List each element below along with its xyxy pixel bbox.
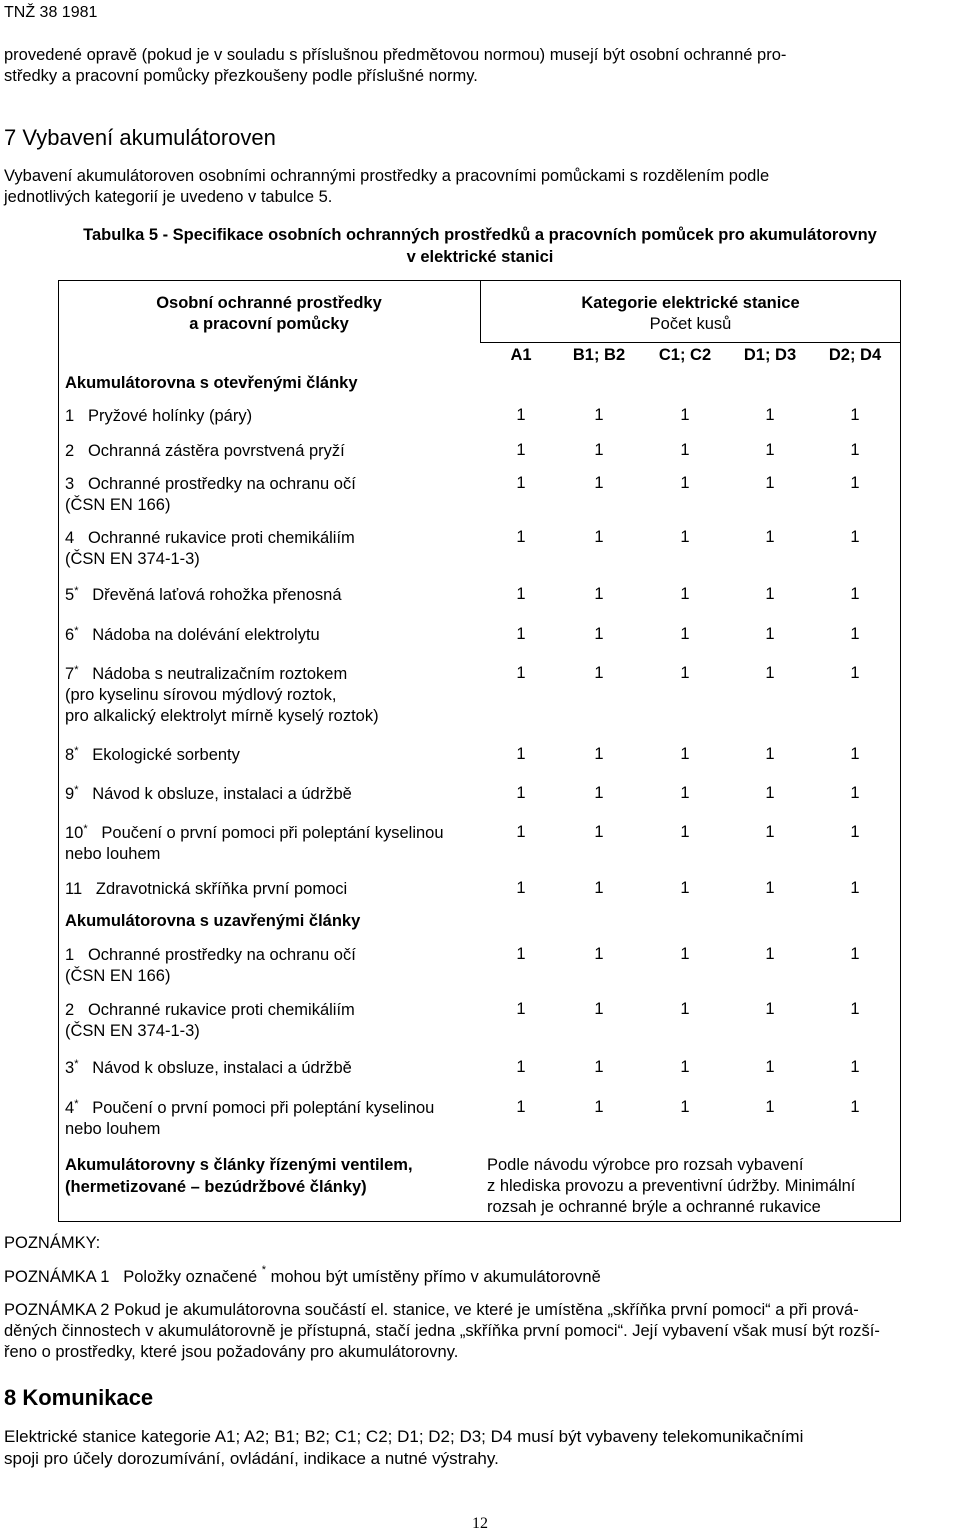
- table-cell-value: 1: [680, 745, 690, 763]
- row-label-line: [65, 784, 352, 805]
- row-number: 9: [65, 785, 75, 803]
- table-cell-value: 1: [850, 474, 860, 492]
- row-number: 2: [65, 442, 75, 460]
- table-cell-value: 1: [516, 784, 526, 802]
- table-cell-value: 1: [516, 745, 526, 763]
- row-text: Návod k obsluze, instalaci a údržbě: [92, 1059, 352, 1077]
- row-star: *: [74, 664, 79, 676]
- category-column-header: B1; B2: [572, 346, 626, 364]
- section-open-cells: Akumulátorovna s otevřenými články: [65, 374, 358, 392]
- row-label-line: [65, 1098, 434, 1119]
- table-row-label: [65, 879, 347, 900]
- table-cell-value: 1: [765, 823, 775, 841]
- table-cell-value: 1: [594, 1000, 604, 1018]
- table-cell-value: 1: [680, 784, 690, 802]
- table-cell-value: 1: [850, 664, 860, 682]
- section-7-line: jednotlivých kategorií je uvedeno v tabulce 5.: [4, 188, 333, 206]
- table-cell-value: 1: [516, 474, 526, 492]
- right-header-line: Kategorie elektrické stanice: [581, 294, 800, 312]
- table-cell-value: 1: [594, 1058, 604, 1076]
- row-number: 11: [65, 880, 83, 898]
- table-cell-value: 1: [516, 528, 526, 546]
- section-vrla: [65, 1154, 413, 1198]
- row-label-line: [65, 1058, 352, 1079]
- table-cell-value: 1: [850, 441, 860, 459]
- table-cell-value: 1: [765, 441, 775, 459]
- table-row-label: [65, 441, 345, 462]
- row-text: Ochranné prostředky na ochranu očí: [87, 475, 356, 493]
- table-cell-value: 1: [594, 406, 604, 424]
- note-1-label: POZNÁMKA 1: [4, 1268, 110, 1286]
- row-label-line: [65, 495, 356, 516]
- row-star: *: [74, 625, 79, 637]
- table-cell-value: 1: [594, 474, 604, 492]
- section-8-line: spoji pro účely dorozumívání, ovládání, indikace a nutné výstrahy.: [4, 1449, 499, 1468]
- table-cell-value: 1: [765, 406, 775, 424]
- row-label-line: [65, 945, 356, 966]
- vrla-note: [487, 1155, 855, 1218]
- row-text: Ochranné prostředky na ochranu očí: [87, 946, 356, 964]
- row-label-line: [65, 1021, 355, 1042]
- table-row-label: [65, 945, 356, 987]
- table-cell-value: 1: [850, 945, 860, 963]
- table-cell-value: 1: [850, 625, 860, 643]
- table-row-label: [65, 585, 342, 606]
- row-text: Poučení o první pomoci při poleptání kyselinou: [101, 824, 444, 842]
- row-text: Nádoba s neutralizačním roztokem: [92, 665, 348, 683]
- table-cell-value: 1: [765, 1058, 775, 1076]
- table-row-label: [65, 784, 352, 805]
- table-row-label: [65, 1000, 355, 1042]
- table-row-label: [65, 474, 356, 516]
- table-cell-value: 1: [680, 823, 690, 841]
- page-number: 12: [472, 1515, 488, 1532]
- row-label-line: [65, 844, 444, 865]
- table-cell-value: 1: [680, 528, 690, 546]
- row-label-line: [65, 625, 320, 646]
- table-cell-value: 1: [594, 945, 604, 963]
- note-2-line: POZNÁMKA 2 Pokud je akumulátorovna součástí el. stanice, ve které je umístěna „skříňka první pomoci“ a při prová-: [4, 1301, 859, 1319]
- row-text: nebo louhem: [65, 1120, 161, 1138]
- table-cell-value: 1: [516, 879, 526, 897]
- row-number: 7: [65, 665, 75, 683]
- row-text: (ČSN EN 374-1-3): [65, 550, 200, 568]
- table-cell-value: 1: [850, 879, 860, 897]
- table-cell-value: 1: [680, 879, 690, 897]
- table-cell-value: 1: [516, 441, 526, 459]
- table-cell-value: 1: [765, 625, 775, 643]
- table-cell-value: 1: [516, 664, 526, 682]
- intro-paragraph: [4, 45, 956, 87]
- row-number: 1: [65, 946, 75, 964]
- row-star: *: [74, 745, 79, 757]
- table-cell-value: 1: [516, 406, 526, 424]
- section-7-line: Vybavení akumulátoroven osobními ochrannými prostředky a pracovními pomůckami s rozdělením podle: [4, 167, 770, 185]
- table-cell-value: 1: [594, 441, 604, 459]
- row-text: (ČSN EN 166): [65, 967, 171, 985]
- row-number: 3: [65, 1059, 75, 1077]
- row-number: 4: [65, 1099, 75, 1117]
- table-cell-value: 1: [850, 1000, 860, 1018]
- table-cell-value: 1: [680, 406, 690, 424]
- row-label-line: [65, 1119, 434, 1140]
- category-column-header: C1; C2: [658, 346, 712, 364]
- row-text: Ekologické sorbenty: [92, 746, 240, 764]
- table-cell-value: 1: [594, 823, 604, 841]
- table-row-label: [65, 625, 320, 646]
- row-text: (ČSN EN 166): [65, 496, 171, 514]
- left-header-line: a pracovní pomůcky: [189, 315, 349, 333]
- table-cell-value: 1: [850, 585, 860, 603]
- row-text: Dřevěná laťová rohožka přenosná: [92, 586, 342, 604]
- table-cell-value: 1: [680, 625, 690, 643]
- table-row-label: [65, 528, 355, 570]
- table-cell-value: 1: [516, 585, 526, 603]
- table-cell-value: 1: [594, 585, 604, 603]
- row-number: 8: [65, 746, 75, 764]
- row-text: Poučení o první pomoci při poleptání kyselinou: [92, 1099, 435, 1117]
- section-7-paragraph: [4, 166, 956, 208]
- row-label-line: [65, 745, 240, 766]
- row-text: Ochranné rukavice proti chemikáliím: [87, 1001, 355, 1019]
- table-cell-value: 1: [850, 1098, 860, 1116]
- section-8-paragraph: [4, 1426, 956, 1470]
- row-number: 1: [65, 407, 75, 425]
- row-text: Ochranná zástěra povrstvená pryží: [87, 442, 345, 460]
- category-column-header: D2; D4: [828, 346, 882, 364]
- row-label-line: [65, 474, 356, 495]
- row-label-line: [65, 406, 252, 427]
- vrla-note-line: z hlediska provozu a preventivní údržby. Minimální: [487, 1177, 856, 1195]
- section-8-title: 8 Komunikace: [4, 1385, 154, 1410]
- category-column-header: D1; D3: [743, 346, 797, 364]
- intro-line: středky a pracovní pomůcky přezkoušeny podle příslušné normy.: [4, 67, 478, 85]
- section-vrla-line: Akumulátorovny s články řízenými ventilem,: [65, 1156, 413, 1174]
- table-cell-value: 1: [516, 1098, 526, 1116]
- vrla-note-line: Podle návodu výrobce pro rozsah vybavení: [487, 1156, 804, 1174]
- table-cell-value: 1: [680, 1058, 690, 1076]
- row-star: *: [74, 1058, 79, 1070]
- table-cell-value: 1: [594, 879, 604, 897]
- notes-heading: POZNÁMKY:: [4, 1234, 101, 1252]
- note-1-text-a: Položky označené: [123, 1268, 258, 1286]
- table-cell-value: 1: [850, 784, 860, 802]
- table-cell-value: 1: [680, 441, 690, 459]
- table-cell-value: 1: [765, 585, 775, 603]
- row-label-line: [65, 441, 345, 462]
- table-cell-value: 1: [765, 664, 775, 682]
- note-2: [4, 1300, 956, 1363]
- left-column-header: [58, 293, 480, 335]
- table-cell-value: 1: [594, 745, 604, 763]
- row-number: 5: [65, 586, 75, 604]
- vrla-note-line: rozsah je ochranné brýle a ochranné rukavice: [487, 1198, 821, 1216]
- row-star: *: [74, 1098, 79, 1110]
- table-cell-value: 1: [594, 784, 604, 802]
- note-2-line: děných činnostech v akumulátorovně je přístupná, stačí jedna „skříňka první pomoci“. Její vybavení však musí být rozší-: [4, 1322, 880, 1340]
- table-caption-line: v elektrické stanici: [406, 248, 554, 266]
- row-label-line: [65, 823, 444, 844]
- row-star: *: [74, 585, 79, 597]
- table-cell-value: 1: [516, 1000, 526, 1018]
- table-cell-value: 1: [680, 1098, 690, 1116]
- intro-line: provedené opravě (pokud je v souladu s příslušnou předmětovou normou) musejí být osobní ochranné pro-: [4, 46, 787, 64]
- row-label-line: [65, 706, 379, 727]
- table-cell-value: 1: [680, 945, 690, 963]
- row-star: *: [83, 823, 88, 835]
- row-number: 3: [65, 475, 75, 493]
- table-cell-value: 1: [765, 1098, 775, 1116]
- right-header-line: Počet kusů: [649, 315, 732, 333]
- row-label-line: [65, 549, 355, 570]
- table-row-label: [65, 823, 444, 865]
- table-cell-value: 1: [850, 745, 860, 763]
- table-cell-value: 1: [850, 1058, 860, 1076]
- left-header-line: Osobní ochranné prostředky: [156, 294, 382, 312]
- row-label-line: [65, 966, 356, 987]
- row-number: 6: [65, 626, 75, 644]
- section-vrla-line: (hermetizované – bezúdržbové články): [65, 1178, 367, 1196]
- table-cell-value: 1: [594, 1098, 604, 1116]
- note-1-text-b: mohou být umístěny přímo v akumulátorovně: [270, 1268, 601, 1286]
- table-cell-value: 1: [680, 664, 690, 682]
- table-cell-value: 1: [850, 823, 860, 841]
- table-cell-value: 1: [680, 474, 690, 492]
- row-text: (ČSN EN 374-1-3): [65, 1022, 200, 1040]
- note-1-star: *: [261, 1264, 267, 1276]
- table-row-label: [65, 406, 252, 427]
- row-text: Ochranné rukavice proti chemikáliím: [87, 529, 355, 547]
- right-column-header: [480, 293, 901, 335]
- section-closed-cells: Akumulátorovna s uzavřenými články: [65, 912, 361, 930]
- row-text: Pryžové holínky (páry): [87, 407, 253, 425]
- table-caption: [0, 224, 960, 268]
- table-cell-value: 1: [516, 945, 526, 963]
- row-label-line: [65, 685, 379, 706]
- table-cell-value: 1: [765, 945, 775, 963]
- row-number: 2: [65, 1001, 75, 1019]
- table-row-label: [65, 1058, 352, 1079]
- table-row-label: [65, 745, 240, 766]
- table-cell-value: 1: [850, 528, 860, 546]
- table-cell-value: 1: [594, 664, 604, 682]
- table-cell-value: 1: [765, 474, 775, 492]
- note-2-line: řeno o prostředky, které jsou požadovány pro akumulátorovny.: [4, 1343, 459, 1361]
- table-row-label: [65, 664, 379, 727]
- table-cell-value: 1: [765, 1000, 775, 1018]
- table-cell-value: 1: [680, 1000, 690, 1018]
- row-text: nebo louhem: [65, 845, 161, 863]
- table-cell-value: 1: [680, 585, 690, 603]
- row-star: *: [74, 784, 79, 796]
- row-number: 10: [65, 824, 84, 842]
- table-cell-value: 1: [516, 625, 526, 643]
- row-label-line: [65, 1000, 355, 1021]
- row-text: Zdravotnická skříňka první pomoci: [95, 880, 348, 898]
- row-label-line: [65, 664, 379, 685]
- table-cell-value: 1: [516, 823, 526, 841]
- row-text: pro alkalický elektrolyt mírně kyselý roztok): [65, 707, 379, 725]
- table-header-rule: [480, 342, 901, 343]
- section-7-title: 7 Vybavení akumulátoroven: [4, 125, 276, 150]
- table-cell-value: 1: [765, 784, 775, 802]
- row-label-line: [65, 879, 347, 900]
- row-text: Návod k obsluze, instalaci a údržbě: [92, 785, 352, 803]
- section-8-line: Elektrické stanice kategorie A1; A2; B1; B2; C1; C2; D1; D2; D3; D4 musí být vybaveny telekomunikačními: [4, 1427, 804, 1446]
- table-cell-value: 1: [765, 879, 775, 897]
- table-cell-value: 1: [850, 406, 860, 424]
- table-cell-value: 1: [594, 528, 604, 546]
- row-label-line: [65, 585, 342, 606]
- note-1: [4, 1264, 601, 1287]
- table-row-label: [65, 1098, 434, 1140]
- table-caption-line: Tabulka 5 - Specifikace osobních ochranných prostředků a pracovních pomůcek pro akumulátorovny: [83, 226, 877, 244]
- row-text: Nádoba na dolévání elektrolytu: [92, 626, 320, 644]
- row-number: 4: [65, 529, 75, 547]
- table-cell-value: 1: [516, 1058, 526, 1076]
- table-cell-value: 1: [594, 625, 604, 643]
- table-cell-value: 1: [765, 745, 775, 763]
- row-label-line: [65, 528, 355, 549]
- document-header: TNŽ 38 1981: [4, 4, 98, 21]
- table-cell-value: 1: [765, 528, 775, 546]
- row-text: (pro kyselinu sírovou mýdlový roztok,: [65, 686, 337, 704]
- category-column-header: A1: [510, 346, 532, 364]
